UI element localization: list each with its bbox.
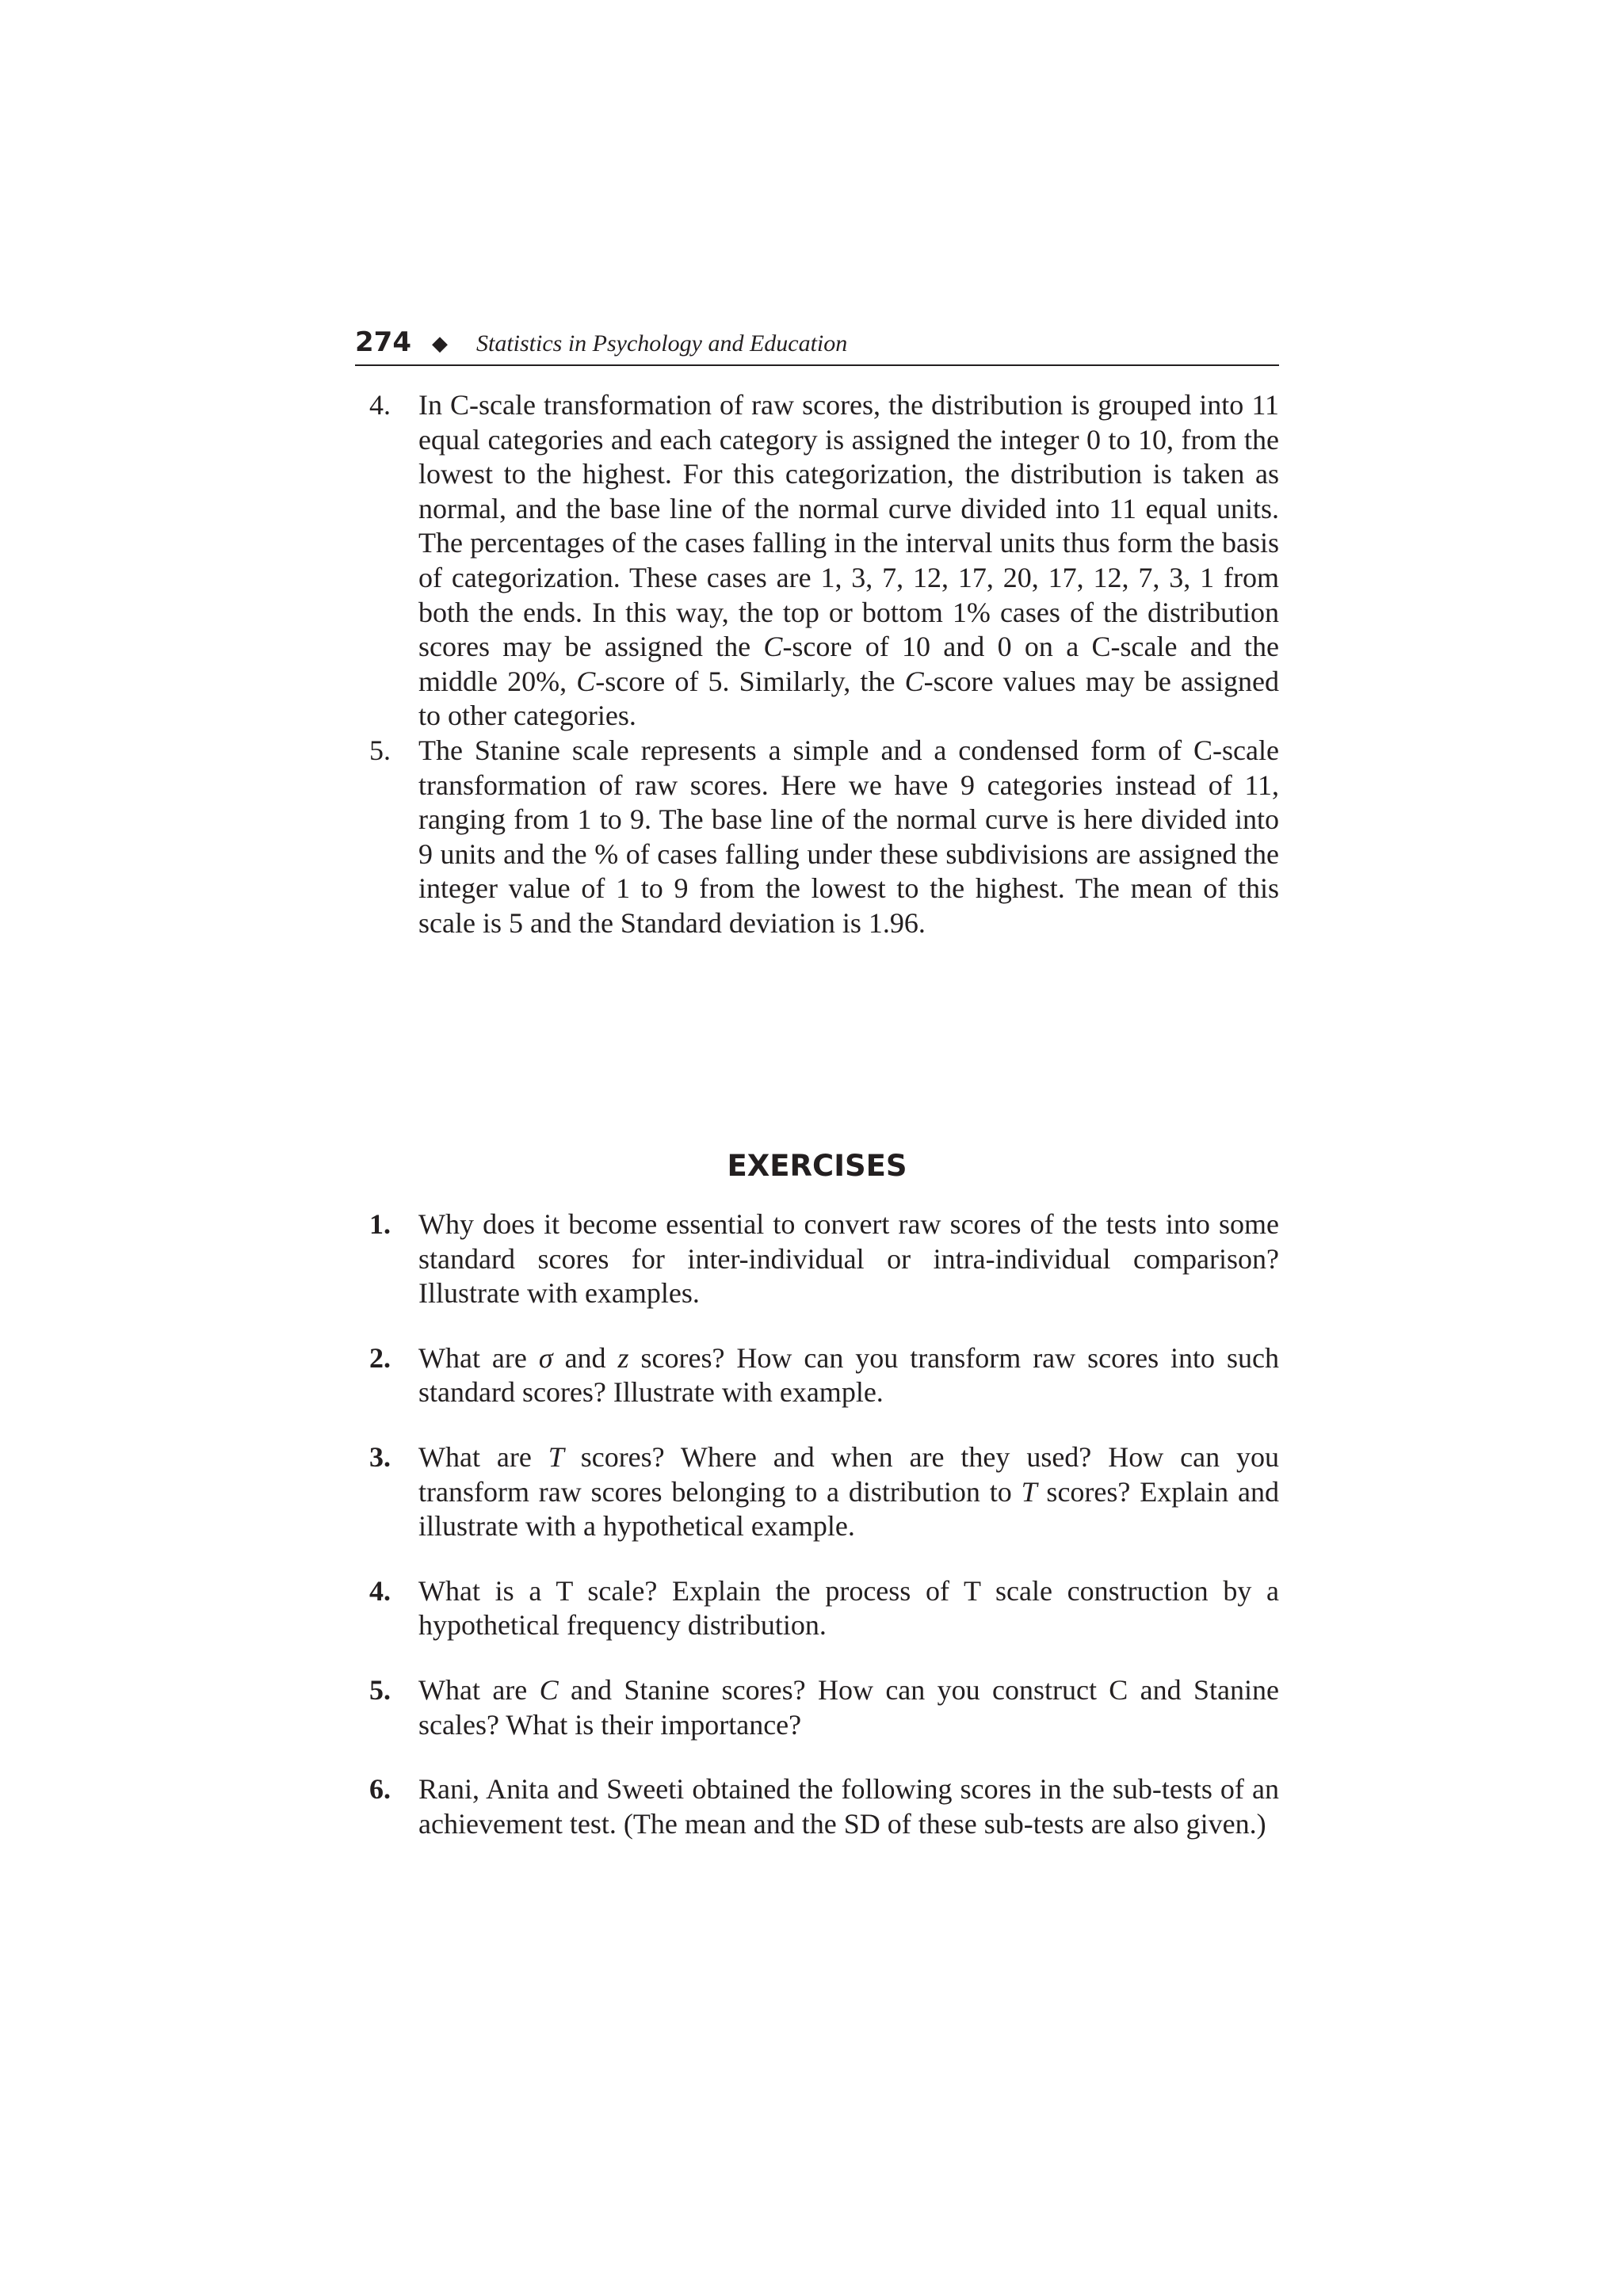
summary-item [369, 734, 1279, 941]
item-text: In C-scale transformation of raw scores, the distribution is grouped into 11 equal categories and each category is assigned the integer 0 to 10, from the lowest to the highest. For this categorization, the distribution is taken as normal, and the base line of the normal curve divided into 11 equal units. The percentages of the cases falling in the interval units thus form the basis of categorization. These cases are 1, 3, 7, 12, 17, 20, 17, 12, 7, 3, 1 from both the ends. In this way, the top or bottom 1% cases of the distribution scores may be assigned the [418, 389, 1279, 663]
exercise-item [369, 1440, 1279, 1544]
item-text: C [576, 665, 596, 697]
item-text: scores? How can you transform raw scores into such standard scores? Illustrate with example. [418, 1341, 1280, 1409]
summary-list [369, 388, 1279, 941]
item-text: What is a T scale? Explain the process of T scale construction by a hypothetical frequency distribution. [418, 1574, 1279, 1642]
item-number: 5. [369, 734, 391, 766]
item-number: 4. [369, 389, 391, 421]
item-text: What are [418, 1440, 548, 1473]
exercise-item [369, 1207, 1279, 1311]
item-number: 5. [369, 1673, 391, 1706]
exercise-item [369, 1772, 1279, 1841]
exercise-list [369, 1207, 1280, 1841]
item-text: Why does it become essential to convert raw scores of the tests into some standard scores for inter-individual or intra-individual comparison? Illustrate with examples. [418, 1208, 1279, 1310]
item-text: and [552, 1341, 618, 1374]
item-number: 2. [369, 1341, 391, 1374]
running-header [355, 325, 1279, 366]
item-number: 6. [369, 1773, 391, 1806]
item-text: -score values may be assigned to other categories. [418, 665, 1279, 732]
item-text: C [539, 1673, 559, 1706]
running-title: Statistics in Psychology and Education [476, 330, 848, 357]
item-number: 3. [369, 1440, 391, 1473]
item-number: 4. [369, 1574, 391, 1607]
item-text: T [1021, 1475, 1037, 1508]
item-text: C [763, 631, 783, 663]
exercise-item [369, 1673, 1279, 1742]
item-text: Rani, Anita and Sweeti obtained the following scores in the sub-tests of an achievement test. (The mean and the SD of these sub-tests are also given.) [418, 1773, 1279, 1840]
exercises-heading: EXERCISES [727, 1149, 907, 1183]
item-text: -score of 10 and 0 on a C-scale and the middle 20%, [418, 631, 1279, 697]
item-text: What are [418, 1341, 539, 1374]
item-text: -score of 5. Similarly, the [595, 665, 905, 697]
item-text: C [904, 665, 924, 697]
diamond-icon: ◆ [432, 332, 448, 356]
item-text: What are [418, 1673, 540, 1706]
item-number: 1. [369, 1208, 391, 1240]
exercise-item [369, 1574, 1279, 1643]
summary-item [369, 388, 1279, 734]
item-text: and Stanine scores? How can you construct C and Stanine scales? What is their importance? [418, 1673, 1279, 1741]
item-text: The Stanine scale represents a simple and a condensed form of C-scale transformation of raw scores. Here we have 9 categories instead of 11, ranging from 1 to 9. The base line of the normal curve is here divided into 9 units and the % of cases falling under these subdivisions are assigned the integer value of 1 to 9 from the lowest to the highest. The mean of this scale is 5 and the Standard deviation is 1.96. [418, 734, 1279, 939]
item-text: scores? Explain and illustrate with a hypothetical example. [418, 1475, 1279, 1543]
exercise-item [369, 1341, 1280, 1410]
item-text: scores? Where and when are they used? How can you transform raw scores belonging to a distribution to [418, 1440, 1279, 1508]
page-number: 274 [355, 326, 411, 358]
item-text: σ [538, 1341, 553, 1374]
item-text: z [617, 1341, 629, 1374]
item-text: T [548, 1440, 564, 1473]
